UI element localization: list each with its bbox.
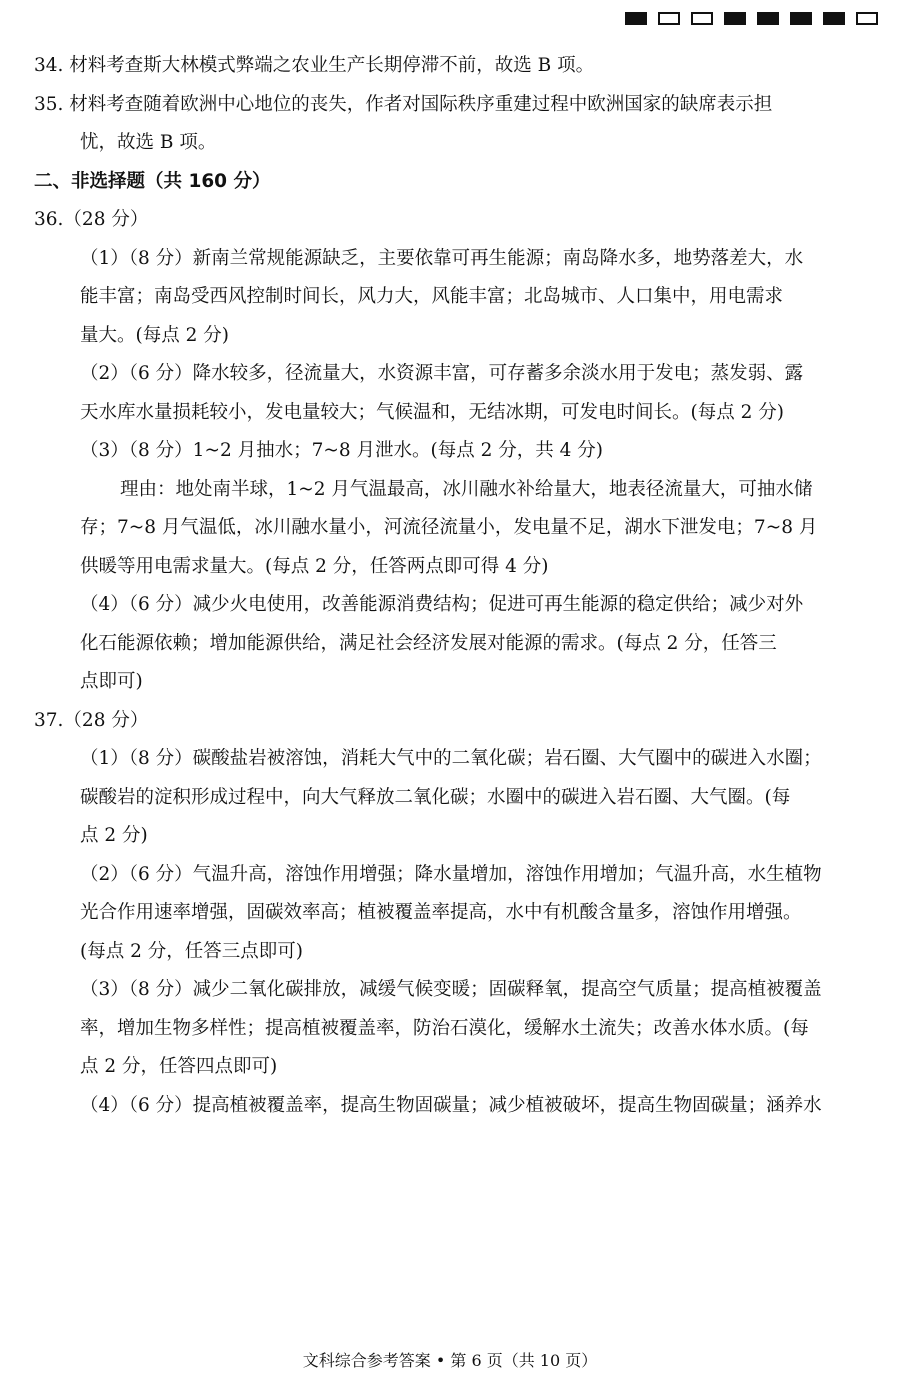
text-line: (每点 2 分，任答三点即可) bbox=[80, 940, 303, 962]
text-line: （4）（6 分）提高植被覆盖率，提高生物固碳量；减少植被破坏，提高生物固碳量；涵养水 bbox=[80, 1094, 822, 1116]
text-line: 理由：地处南半球，1~2 月气温最高，冰川融水补给量大，地表径流量大，可抽水储 bbox=[120, 478, 813, 500]
text-line: 点 2 分，任答四点即可) bbox=[80, 1056, 278, 1077]
text-line: （2）（6 分）降水较多，径流量大，水资源丰富，可存蓄多余淡水用于发电；蒸发弱、露 bbox=[80, 363, 804, 384]
text-line: 供暖等用电需求量大。(每点 2 分，任答两点即可得 4 分) bbox=[80, 555, 549, 577]
answer-body bbox=[34, 47, 880, 1125]
text-line: （1）（8 分）碳酸盐岩被溶蚀，消耗大气中的二氧化碳；岩石圈、大气圈中的碳进入水圈； bbox=[80, 748, 822, 769]
section-heading: 二、非选择题（共 160 分） bbox=[34, 170, 271, 192]
text-line: 35. 材料考查随着欧洲中心地位的丧失，作者对国际秩序重建过程中欧洲国家的缺席表示担 bbox=[34, 93, 773, 115]
text-line: 化石能源依赖；增加能源供给，满足社会经济发展对能源的需求。(每点 2 分，任答三 bbox=[80, 632, 777, 654]
text-line: 碳酸岩的淀积形成过程中，向大气释放二氧化碳；水圈中的碳进入岩石圈、大气圈。(每 bbox=[80, 786, 791, 808]
text-line: 存；7~8 月气温低，冰川融水量小，河流径流量小，发电量不足，湖水下泄发电；7~8 月 bbox=[80, 517, 818, 538]
text-line: （3）（8 分）1~2 月抽水；7~8 月泄水。(每点 2 分，共 4 分) bbox=[80, 440, 604, 461]
text-line: 37.（28 分） bbox=[34, 709, 149, 731]
filled-square-mark bbox=[724, 12, 746, 25]
text-line: （2）（6 分）气温升高，溶蚀作用增强；降水量增加，溶蚀作用增加；气温升高，水生植物 bbox=[80, 863, 822, 885]
filled-square-mark bbox=[790, 12, 812, 25]
hollow-square-mark bbox=[856, 12, 878, 25]
text-line: 量大。(每点 2 分) bbox=[80, 324, 229, 346]
filled-square-mark bbox=[625, 12, 647, 25]
hollow-square-mark bbox=[658, 12, 680, 25]
text-line: （3）（8 分）减少二氧化碳排放，减缓气候变暖；固碳释氧，提高空气质量；提高植被覆盖 bbox=[80, 979, 822, 1000]
text-line: 点 2 分) bbox=[80, 825, 148, 846]
text-line: 忧，故选 B 项。 bbox=[80, 132, 217, 153]
text-line: 天水库水量损耗较小，发电量较大；气候温和，无结冰期，可发电时间长。(每点 2 分) bbox=[80, 401, 784, 423]
text-line: 34. 材料考查斯大林模式弊端之农业生产长期停滞不前，故选 B 项。 bbox=[34, 55, 595, 76]
filled-square-mark bbox=[757, 12, 779, 25]
header-mark-strip bbox=[625, 12, 878, 25]
text-line: 点即可) bbox=[80, 671, 143, 692]
text-line: （4）（6 分）减少火电使用，改善能源消费结构；促进可再生能源的稳定供给；减少对外 bbox=[80, 594, 804, 615]
page-footer: 文科综合参考答案 • 第 6 页（共 10 页） bbox=[302, 1351, 598, 1370]
text-line: 36.（28 分） bbox=[34, 209, 149, 230]
text-line: 率，增加生物多样性；提高植被覆盖率，防治石漠化，缓解水土流失；改善水体水质。(每 bbox=[80, 1017, 809, 1039]
text-line: 光合作用速率增强，固碳效率高；植被覆盖率提高，水中有机酸含量多，溶蚀作用增强。 bbox=[80, 902, 802, 923]
text-line: 能丰富；南岛受西风控制时间长，风力大，风能丰富；北岛城市、人口集中，用电需求 bbox=[80, 286, 784, 307]
text-line: （1）（8 分）新南兰常规能源缺乏，主要依靠可再生能源；南岛降水多，地势落差大，水 bbox=[80, 247, 804, 269]
filled-square-mark bbox=[823, 12, 845, 25]
hollow-square-mark bbox=[691, 12, 713, 25]
